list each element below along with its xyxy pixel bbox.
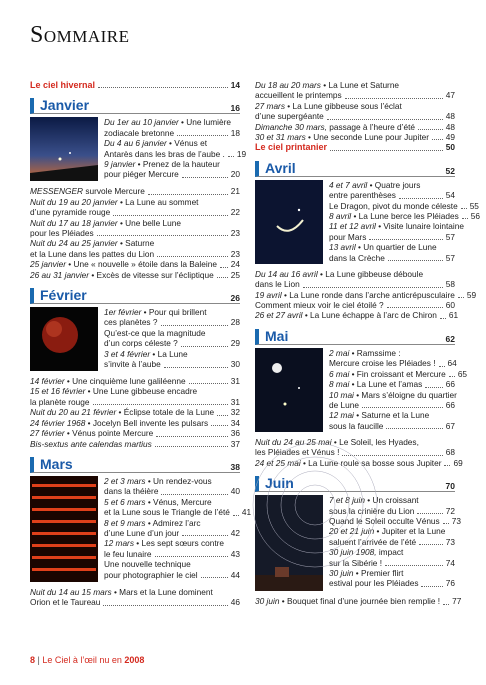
entry-date: Nuit du 24 au 25 mai: [255, 436, 332, 447]
janvier-photo: [30, 117, 98, 186]
toc-entry[interactable]: [329, 180, 455, 190]
month-fevrier: Février 26 1er février • Pour qui brillent ces planètes ? 28 Qu’est-ce que la magnitude d’un corps céleste ? 29 3 et 4 février • La Lune s’invite à l’aube 30 14 février • Une cinquième lune galiléenne 31 15 et 16 février • Une Lune gibbeuse encadre la planète rouge 31 Nuit du 20 au 21 février • Éclipse totale de la Lune 32 24 février 1968 • Jocelyn Bell invente les pulsars 34 27 février • Vénus pointe Mercure 36 Bis-sextus ante calendas martius 37: [30, 287, 240, 449]
page-number: 77: [452, 596, 462, 607]
entry-title: • Une belle Lune: [117, 217, 181, 228]
entry-title: Comment mieux voir le ciel étoilé ?: [255, 300, 384, 311]
entry-title: • Excès de vitesse sur l’écliptique: [89, 269, 214, 280]
entry-title: s’invite à l’aube: [104, 359, 161, 370]
entry-date: 30 et 31 mars: [255, 132, 306, 143]
page-number: 61: [448, 310, 459, 321]
entry-date: MESSENGER: [30, 186, 84, 197]
entry-date: 12 mai: [329, 410, 354, 421]
entry-date: 12 mars: [104, 538, 134, 549]
toc-entry[interactable]: [255, 596, 462, 607]
entry-title: pour Mars: [329, 231, 367, 242]
entry-title: • Une cinquième lune galiléenne: [64, 376, 186, 387]
entry-date: 2 et 3 mars: [104, 475, 146, 486]
entry-date: 8 avril: [329, 211, 352, 222]
toc-entry[interactable]: [329, 190, 455, 200]
toc-entry[interactable]: [255, 300, 455, 310]
entry-title: sous la crinière du Lion: [329, 505, 415, 516]
entry-date: Du 18 au 20 mars: [255, 80, 321, 90]
entry-date: 11 et 12 avril: [329, 221, 376, 232]
entry-date: Nuit du 19 au 20 janvier: [30, 196, 118, 207]
entry-date: 26 au 31 janvier: [30, 269, 90, 280]
entry-title: • Le Soleil, les Hyades,: [331, 436, 419, 447]
page-number: 22: [230, 207, 240, 218]
entry-title: Quand le Soleil occulte Vénus: [329, 515, 440, 526]
entry-title: estival pour les Pléiades: [329, 578, 419, 589]
entry-title: Mercure croise les Pléiades !: [329, 358, 436, 369]
entry-title: • Vénus et: [166, 138, 207, 149]
entry-title: d’une pyramide rouge: [30, 207, 111, 218]
toc-entry[interactable]: [30, 428, 240, 438]
avril-photo: [255, 180, 323, 269]
toc-entry[interactable]: [30, 259, 240, 269]
entry-date: 27 mars: [255, 100, 285, 111]
page-number: 66: [445, 399, 455, 410]
entry-title: • Un quartier de Lune: [355, 242, 437, 253]
toc-entry[interactable]: [329, 400, 455, 410]
entry-date: Nuit du 14 au 15 mars: [30, 586, 112, 597]
entry-title: et la Lune sous le Triangle de l’été: [104, 507, 230, 518]
page-number: 44: [230, 569, 240, 580]
entry-date: 15 et 16 février: [30, 386, 86, 397]
toc-entry[interactable]: [104, 169, 240, 179]
toc-entry[interactable]: [104, 117, 240, 127]
toc-entry[interactable]: [329, 537, 455, 547]
entry-title: • La Lune gibbeuse sous l’éclat: [284, 100, 402, 111]
toc-entry[interactable]: [104, 338, 240, 348]
toc-entry[interactable]: [329, 200, 479, 211]
entry-title: • Fin croissant et Mercure: [349, 368, 446, 379]
toc-entry[interactable]: [104, 317, 240, 327]
entry-title: • Une Lune gibbeuse encadre: [85, 386, 198, 397]
toc-entry[interactable]: [329, 232, 455, 242]
page-number: 32: [230, 407, 240, 418]
toc-entry[interactable]: [104, 138, 240, 148]
toc-entry[interactable]: [30, 218, 240, 228]
entry-date: 9 janvier: [104, 159, 136, 170]
toc-entry[interactable]: [104, 148, 247, 159]
page-number: 73: [451, 515, 461, 526]
entry-title: • La Lune échappe à l’arc de Chiron: [302, 310, 437, 321]
entry-title: • Éclipse totale de la Lune: [116, 407, 215, 418]
entry-title: • La Lune et l’amas: [349, 379, 423, 390]
entry-title: accueillent le printemps: [255, 90, 342, 101]
entry-title: pour les Pléiades: [30, 228, 94, 239]
entry-date: 24 février 1968: [30, 417, 86, 428]
toc-entry[interactable]: [329, 379, 455, 389]
toc-entry[interactable]: [329, 421, 455, 431]
entry-date: Nuit du 24 au 25 janvier: [30, 238, 118, 249]
entry-date: Dimanche 30 mars,: [255, 121, 327, 132]
entry-title: • Saturne et la Lune: [353, 410, 430, 421]
entry-title: d’une supergéante: [255, 111, 324, 122]
month-juin: Juin 70 7 et 8 juin • Un croissant sous la crinière du Lion 72 Quand le Soleil occulte Vénus 73 20 et 21 juin • Jupiter et la Lune saluent l’arrivée de l’été 73 30 juin 1908, impact sur la Sibérie ! 74 30 juin • Premier flirt estival pour les Pléiades 76 30 juin • Bouquet final d’une journée bien remplie ! 77: [255, 476, 455, 606]
page-number: 68: [445, 447, 455, 458]
mai-photo: [255, 348, 323, 437]
entry-date: 30 juin: [255, 596, 280, 607]
toc-entry[interactable]: [30, 407, 240, 417]
entry-title: • La Lune au sommet: [117, 196, 199, 207]
entry-date: 19 avril: [255, 289, 282, 300]
page-number: 30: [230, 359, 240, 370]
entry-date: 8 et 9 mars: [104, 517, 146, 528]
entry-title: dans la théière: [104, 486, 159, 497]
page-number: 29: [230, 338, 240, 349]
toc-entry[interactable]: [104, 528, 240, 538]
mars-photo: [30, 476, 98, 587]
entry-date: 14 février: [30, 376, 65, 387]
entry-title: survole Mercure: [83, 186, 145, 197]
toc-entry[interactable]: [329, 410, 455, 420]
entry-title: • Visite lunaire lointaine: [375, 221, 464, 232]
toc-entry[interactable]: [255, 310, 459, 321]
month-janvier: Janvier 16 Du 1er au 10 janvier • Une lumière zodiacale bretonne 18 Du 4 au 6 janvier • Vénus et Antarès dans les bras de l’aube . 19 9 janvier • Prenez de la hauteur pour piéger Mercure 20 MESSENGER survole Mercure 21 Nuit du 19 au 20 janvier • La Lune au sommet d’une pyramide rouge 22 Nuit du 17 au 18 janvier • Une belle Lune pour les Pléiades 23 Nuit du 24 au 25 janvier • Saturne et la Lune dans les pattes du Lion 23 25 janvier • Une « nouvelle » étoile dans la Baleine 24 26 au 31 janvier • Excès de vitesse sur l’écliptique 25: [30, 97, 247, 280]
entry-title: • Admirez l’arc: [145, 517, 201, 528]
entry-title: • Un croissant: [364, 495, 419, 506]
toc-entry[interactable]: [255, 80, 455, 90]
page-number: 59: [466, 289, 477, 300]
page-number: 43: [230, 548, 240, 559]
entry-date: 10 mai: [329, 389, 354, 400]
entry-title: • La Lune et Saturne: [320, 80, 400, 90]
page-number: 72: [445, 505, 455, 516]
section-printemps[interactable]: Le ciel printanier 50: [255, 142, 455, 153]
section-hiver[interactable]: Le ciel hivernal 14: [30, 80, 240, 90]
toc-entry[interactable]: [104, 349, 240, 359]
page-number: 40: [230, 486, 240, 497]
page-number: 42: [230, 527, 240, 538]
toc-entry[interactable]: [255, 269, 455, 279]
toc-entry[interactable]: [30, 587, 240, 597]
toc-entry[interactable]: [104, 538, 240, 548]
toc-entry[interactable]: [255, 289, 477, 300]
entry-title: • La Lune gibbeuse déboule: [317, 268, 424, 279]
toc-entry[interactable]: [30, 270, 240, 280]
toc-entry[interactable]: [255, 132, 455, 142]
entry-title: • La Lune roule sa bosse sous Jupiter: [300, 457, 442, 468]
toc-entry[interactable]: [104, 486, 240, 496]
page-number: 58: [445, 279, 455, 290]
entry-title: le feu lunaire: [104, 548, 152, 559]
page-title: Sommaire: [30, 22, 130, 48]
entry-title: • Jocelyn Bell invente les pulsars: [85, 417, 209, 428]
toc-entry[interactable]: [104, 328, 240, 338]
page-number: 55: [469, 200, 479, 211]
toc-entry[interactable]: [255, 447, 455, 457]
month-mars: Mars 38 2 et 3 mars • Un rendez-vous dans la théière 40 5 et 6 mars • Vénus, Mercure et la Lune sous le Triangle de l’été 41 8 et 9 mars • Admirez l’arc d’une Lune d’un jour 42 12 mars • Les sept sœurs contre le feu lunaire 43 Une nouvelle technique pour photographier le ciel 44 Nuit du 14 au 15 mars • Mars et la Lune dominent Orion et le Taureau 46: [30, 455, 252, 608]
entry-title: passage à l’heure d’été: [326, 121, 416, 132]
entry-date: 20 et 21 juin: [329, 526, 375, 537]
toc-entry[interactable]: [30, 228, 240, 238]
entry-title: • Saturne: [117, 238, 155, 249]
page-number: 69: [453, 457, 463, 468]
month-mai: Mai 62 2 mai • Ramssime : Mercure croise les Pléiades ! 64 6 mai • Fin croissant et Mercure 65 8 mai • La Lune et l’amas 66 10 mai • Mars s’éloigne du quartier de Lune 66 12 mai • Saturne et la Lune sous la faucille 67 Nuit du 24 au 25 mai • Le Soleil, les Hyades, les Pléiades et Vénus ! 68 24 et 25 mai • La Lune roule sa bosse sous Jupiter 69: [255, 327, 468, 468]
entry-title: Orion et le Taureau: [30, 597, 101, 608]
toc-entry[interactable]: [329, 211, 480, 222]
toc-entry[interactable]: [255, 437, 455, 447]
entry-date: 25 janvier: [30, 259, 66, 270]
entry-date: 2 mai: [329, 347, 350, 358]
toc-entry[interactable]: [329, 358, 455, 368]
entry-date: 30 juin: [329, 567, 354, 578]
toc-entry[interactable]: [329, 568, 455, 578]
entry-title: zodiacale bretonne: [104, 127, 175, 138]
entry-date: Du 14 au 16 avril: [255, 268, 318, 279]
entry-title: Antarès dans les bras de l’aube .: [104, 148, 225, 159]
page-number: 28: [230, 317, 240, 328]
toc-entry[interactable]: [30, 439, 240, 449]
entry-title: entre parenthèses: [329, 190, 396, 201]
page-number: 48: [445, 121, 455, 132]
toc-entry[interactable]: [30, 207, 240, 217]
page-number: 25: [230, 269, 240, 280]
page-number: 20: [230, 169, 240, 180]
page-number: 64: [447, 358, 457, 369]
entry-title: • Un rendez-vous: [145, 475, 212, 486]
page-number: 66: [445, 379, 455, 390]
page-number: 57: [445, 231, 455, 242]
toc-entry[interactable]: [104, 159, 240, 169]
toc-entry[interactable]: [104, 549, 240, 559]
entry-title: sur la Sibérie !: [329, 557, 383, 568]
page-number: 31: [230, 396, 240, 407]
toc-entry[interactable]: [30, 418, 240, 428]
entry-date: 1er février: [104, 307, 142, 318]
toc-entry[interactable]: [104, 559, 240, 569]
toc-entry[interactable]: [30, 597, 240, 607]
entry-title: de Lune: [329, 399, 359, 410]
entry-date: 13 avril: [329, 242, 356, 253]
toc-entry[interactable]: [329, 242, 455, 252]
entry-title: • Une seconde Lune pour Jupiter: [305, 132, 430, 143]
entry-title: d’un corps céleste ?: [104, 338, 178, 349]
entry-date: Nuit du 20 au 21 février: [30, 407, 117, 418]
toc-entry[interactable]: [104, 307, 240, 317]
entry-title: • Les sept sœurs contre: [133, 538, 225, 549]
entry-date: 24 et 25 mai: [255, 457, 301, 468]
entry-title: Qu’est-ce que la magnitude: [104, 327, 206, 338]
page-number: 37: [230, 438, 240, 449]
entry-title: les Pléiades et Vénus !: [255, 447, 340, 458]
entry-title: Une nouvelle technique: [104, 559, 191, 570]
toc-entry[interactable]: [104, 476, 240, 486]
toc-entry[interactable]: [104, 570, 240, 580]
month-avril: Avril 52 4 et 7 avril • Quatre jours entre parenthèses 54 Le Dragon, pivot du monde céleste 55 8 avril • La Lune berce les Pléiades 56 11 et 12 avril • Visite lunaire lointaine pour Mars 57 13 avril • Un quartier de Lune dans la Crèche 57 Du 14 au 16 avril • La Lune gibbeuse déboule dans le Lion 58 19 avril • La Lune ronde dans l’arche anticrépusculaire 59 Comment mieux voir le ciel étoilé ? 60 26 et 27 avril • La Lune échappe à l’arc de Chiron 61: [255, 159, 480, 321]
toc-entry[interactable]: [329, 368, 468, 379]
toc-entry[interactable]: [255, 279, 455, 289]
entry-date: Bis-sextus ante calendas martius: [30, 438, 152, 449]
entry-title: et la Lune dans les pattes du Lion: [30, 248, 155, 259]
page-number: 24: [230, 259, 240, 270]
toc-entry[interactable]: [329, 547, 455, 557]
toc-entry[interactable]: [329, 221, 464, 232]
entry-title: • Ramssime :: [349, 347, 401, 358]
entry-date: 6 mai: [329, 368, 350, 379]
page-number: 46: [230, 597, 240, 608]
entry-date: 5 et 6 mars: [104, 496, 146, 507]
entry-title: • Prenez de la hauteur: [135, 159, 220, 170]
page-number: 74: [445, 557, 455, 568]
entry-title: impact: [376, 547, 404, 558]
entry-title: dans le Lion: [255, 279, 300, 290]
entry-title: saluent l’arrivée de l’été: [329, 536, 417, 547]
page-number: 34: [230, 417, 240, 428]
page-number: 31: [230, 376, 240, 387]
toc-entry[interactable]: [329, 558, 455, 568]
toc-entry[interactable]: [30, 249, 240, 259]
entry-date: 8 mai: [329, 379, 350, 390]
entry-title: • La Lune: [150, 348, 188, 359]
right-column: [255, 80, 480, 607]
entry-title: Le Dragon, pivot du monde céleste: [329, 200, 458, 211]
fevrier-photo: [30, 307, 98, 376]
toc-entry[interactable]: [329, 515, 461, 526]
entry-date: 7 et 8 juin: [329, 495, 365, 506]
page-number: 19: [236, 148, 247, 159]
toc-entry[interactable]: [255, 457, 463, 468]
toc-entry[interactable]: [104, 507, 252, 518]
juin-photo: [255, 495, 323, 596]
entry-title: • Mars s’éloigne du quartier: [353, 389, 457, 400]
entry-title: sous la faucille: [329, 420, 384, 431]
entry-date: 26 et 27 avril: [255, 310, 303, 321]
entry-date: 4 et 7 avril: [329, 179, 368, 190]
page-number: 23: [230, 228, 240, 239]
page-number: 47: [445, 90, 455, 101]
entry-title: • La Lune ronde dans l’arche anticrépusculaire: [281, 289, 455, 300]
entry-date: 27 février: [30, 428, 65, 439]
toc-entry[interactable]: [104, 497, 240, 507]
entry-title: • Vénus pointe Mercure: [64, 428, 154, 439]
entry-title: • Mars et la Lune dominent: [111, 586, 213, 597]
toc-entry[interactable]: [104, 518, 240, 528]
entry-date: 30 juin 1908,: [329, 547, 377, 558]
toc-entry[interactable]: [329, 526, 455, 536]
entry-date: Du 1er au 10 janvier: [104, 117, 179, 128]
entry-title: • Premier flirt: [353, 567, 404, 578]
entry-title: • Bouquet final d’une journée bien remplie !: [279, 596, 441, 607]
toc-entry[interactable]: [329, 578, 455, 588]
toc-entry[interactable]: [30, 397, 240, 407]
entry-title: pour photographier le ciel: [104, 569, 198, 580]
toc-entry[interactable]: [329, 390, 455, 400]
toc-entry[interactable]: [104, 359, 240, 369]
toc-entry[interactable]: [255, 101, 455, 111]
page-number: 21: [230, 186, 240, 197]
entry-title: • Quatre jours: [367, 179, 421, 190]
toc-entry[interactable]: [104, 128, 240, 138]
page-number: 36: [230, 428, 240, 439]
entry-date: Du 4 au 6 janvier: [104, 138, 167, 149]
page-number: 65: [457, 368, 468, 379]
page-number: 49: [445, 132, 455, 143]
entry-title: • Une lumière: [178, 117, 231, 128]
toc-entry[interactable]: [30, 376, 240, 386]
toc-entry[interactable]: [30, 197, 240, 207]
entry-date: 3 et 4 février: [104, 348, 151, 359]
toc-entry[interactable]: [255, 90, 455, 100]
toc-entry[interactable]: [30, 386, 240, 396]
page-number: 57: [445, 252, 455, 263]
entry-title: • Vénus, Mercure: [145, 496, 212, 507]
toc-entry[interactable]: [255, 122, 455, 132]
entry-title: ces planètes ?: [104, 317, 158, 328]
month-title: Janvier: [40, 97, 90, 114]
toc-entry[interactable]: [255, 111, 455, 121]
page-number: 18: [230, 127, 240, 138]
page-number: 60: [445, 300, 455, 311]
page-number: 76: [445, 578, 455, 589]
page-number: 54: [445, 190, 455, 201]
page-number: 23: [230, 248, 240, 259]
footer: 8 | Le Ciel à l’œil nu en 2008: [30, 655, 145, 665]
toc-entry[interactable]: [329, 253, 455, 263]
entry-title: • La Lune berce les Pléiades: [351, 211, 459, 222]
entry-title: • Pour qui brillent: [141, 307, 207, 318]
entry-title: pour piéger Mercure: [104, 169, 179, 180]
toc-entry[interactable]: [30, 238, 240, 248]
entry-date: Nuit du 17 au 18 janvier: [30, 217, 118, 228]
toc-entry[interactable]: [329, 348, 455, 358]
entry-title: d’une Lune d’un jour: [104, 527, 180, 538]
page-number: 48: [445, 111, 455, 122]
entry-title: la planète rouge: [30, 396, 90, 407]
left-column: [30, 80, 252, 608]
page-number: 73: [445, 536, 455, 547]
entry-title: dans la Crèche: [329, 252, 385, 263]
page-number: 67: [445, 420, 455, 431]
page-number: 41: [241, 507, 252, 518]
entry-title: • Une « nouvelle » étoile dans la Baleine: [65, 259, 217, 270]
toc-entry[interactable]: [30, 186, 240, 196]
page-number: 56: [470, 211, 480, 222]
entry-title: • Jupiter et la Lune: [374, 526, 446, 537]
